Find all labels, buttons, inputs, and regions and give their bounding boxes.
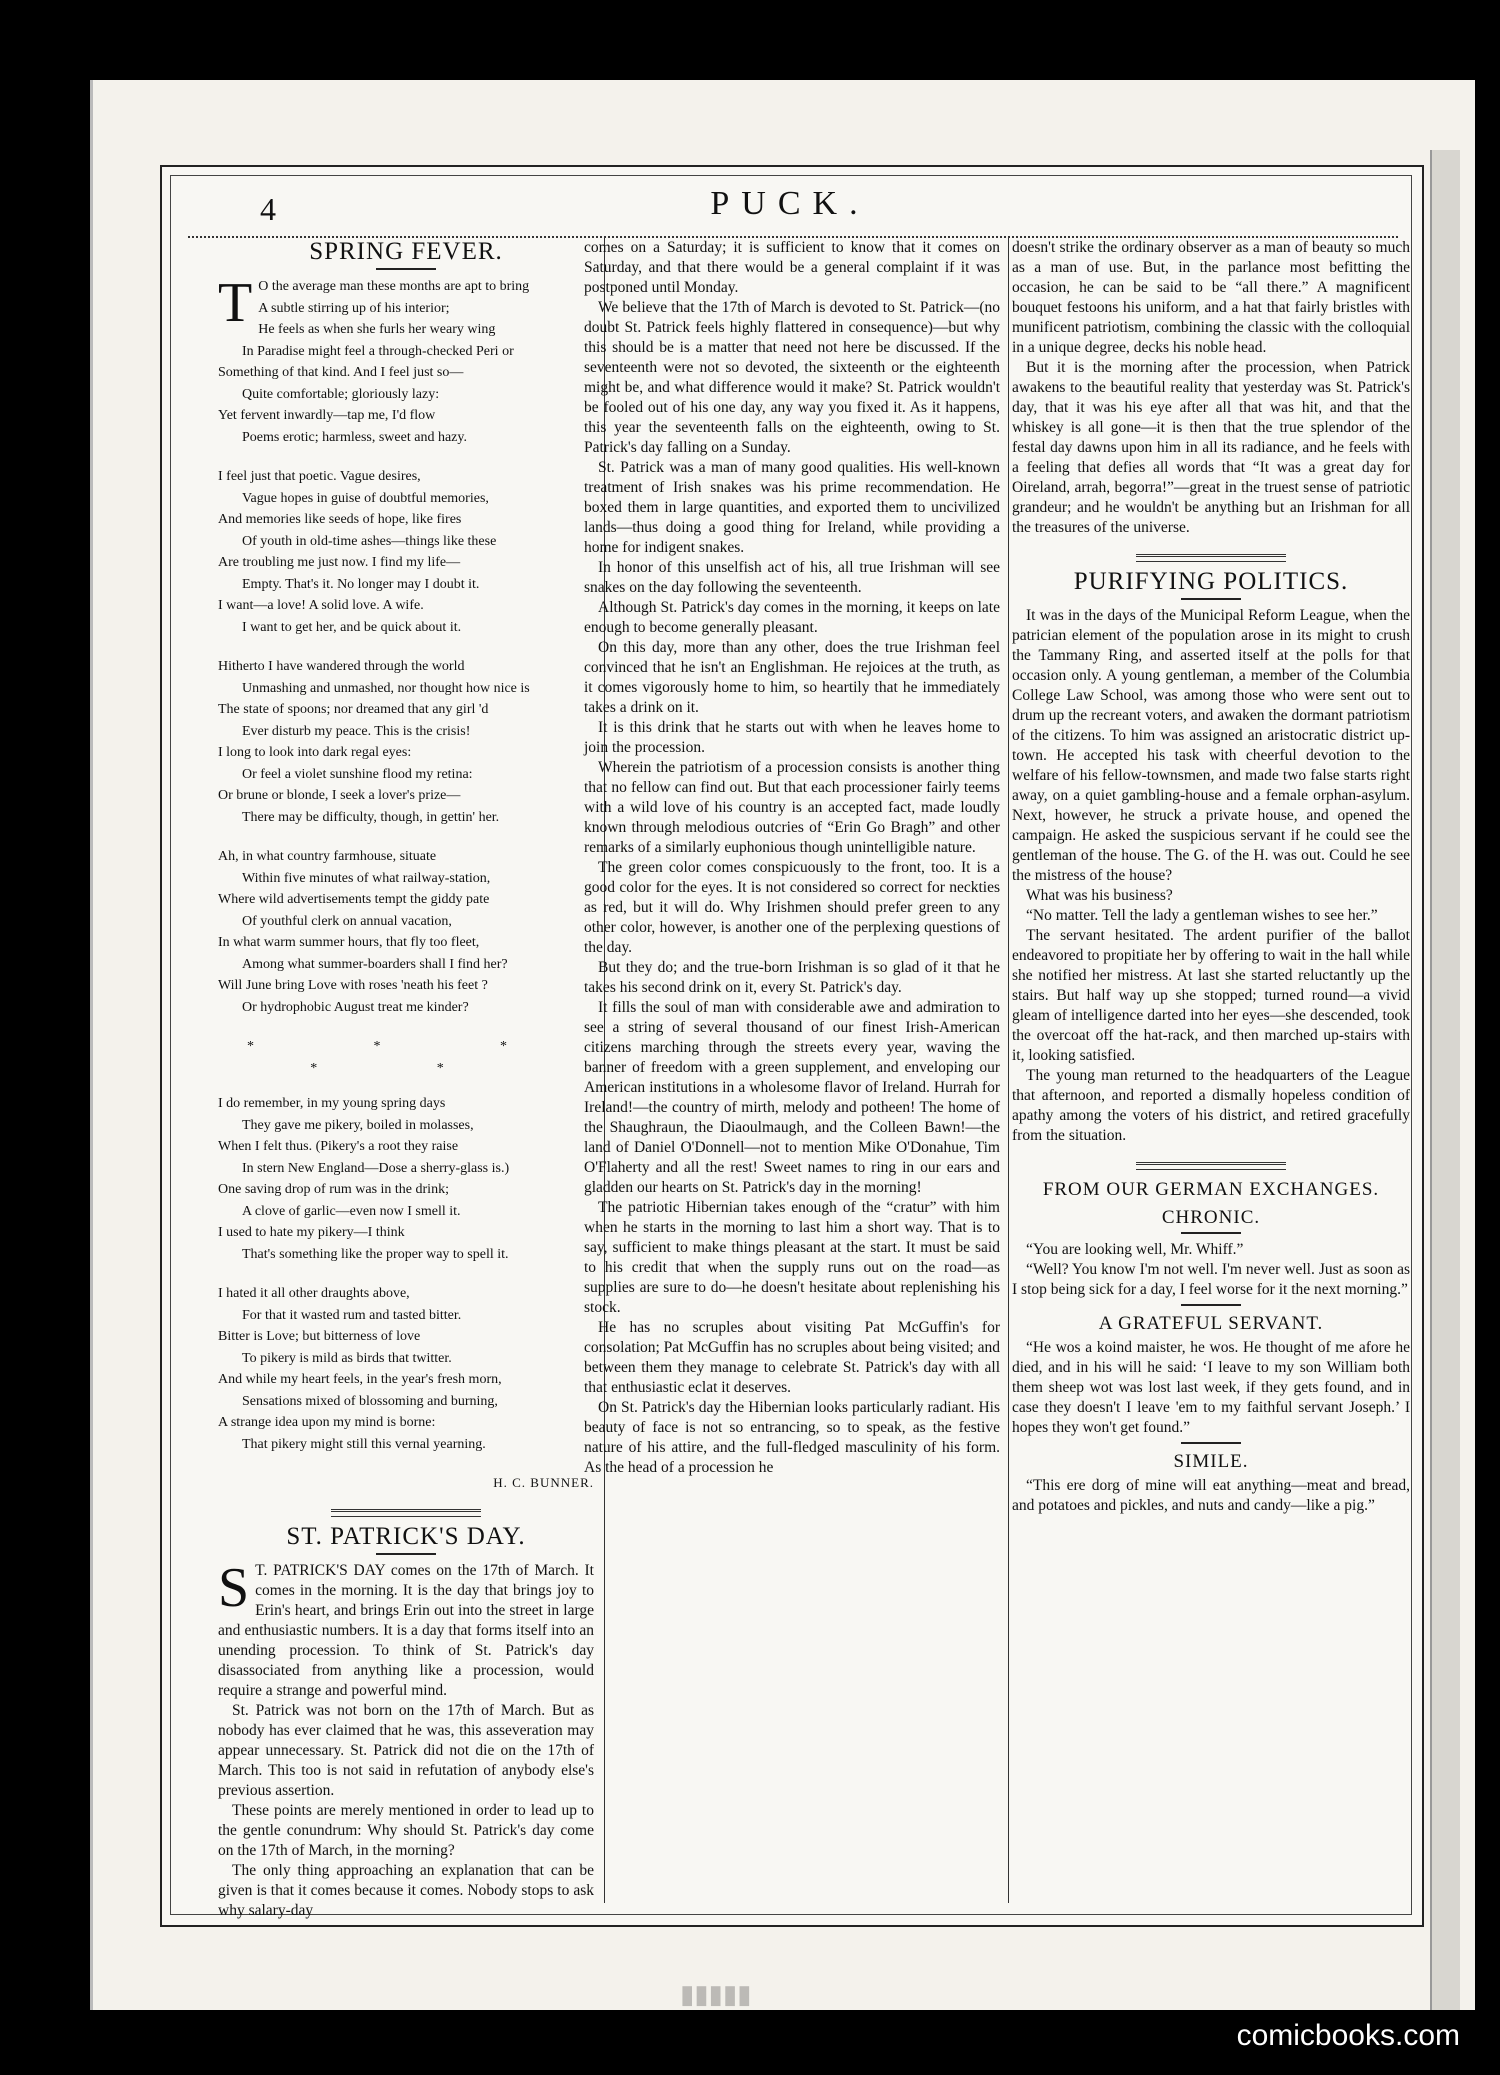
- poem-line: Or feel a violet sunshine flood my retina:: [242, 766, 473, 782]
- bleed-through-mark: ▮▮▮▮▮: [680, 1980, 752, 2009]
- paragraph: These points are merely mentioned in order to lead up to the gentle conundrum: Why should St. Patrick's day come on the 17th of March, in the morning?: [218, 1802, 594, 1859]
- exchange-item-title: A GRATEFUL SERVANT.: [1098, 1313, 1324, 1334]
- paragraph: Although St. Patrick's day comes in the morning, it keeps on late enough to become generally pleasant.: [584, 599, 1000, 636]
- poem-line: O the average man these months are apt to bring: [258, 279, 530, 294]
- poem-line: I want—a love! A solid love. A wife.: [218, 598, 424, 613]
- poem-line: And while my heart feels, in the year's fresh morn,: [218, 1372, 502, 1387]
- exchange-item-title: CHRONIC.: [1161, 1207, 1261, 1228]
- poem-line: A subtle stirring up of his interior;: [258, 300, 450, 316]
- paragraph: “He wos a koind maister, he wos. He thought of me afore he died, and in his will he said: ‘I leave to my son William both them sheep wot was lost last week, if they gets found, and in case they doesn't I leave 'em to my faithful servant Joseph.’ I hopes they won't get found.”: [1012, 1339, 1410, 1436]
- poem-line: Among what summer-boarders shall I find her?: [242, 956, 508, 972]
- poem-line: A clove of garlic—even now I smell it.: [242, 1203, 461, 1219]
- page-number: 4: [260, 191, 276, 227]
- paragraph: It is this drink that he starts out with when he leaves home to join the procession.: [584, 719, 1000, 756]
- poem-stanza: [218, 656, 594, 828]
- page-edge: [1430, 150, 1460, 2010]
- poem-line: I want to get her, and be quick about it.: [242, 619, 462, 635]
- german-exchanges-title: FROM OUR GERMAN EXCHANGES.: [1042, 1179, 1380, 1200]
- title-rule: [1181, 598, 1241, 600]
- poem-line: One saving drop of rum was in the drink;: [218, 1182, 449, 1197]
- poem-line: That pikery might still this vernal yearning.: [242, 1436, 486, 1452]
- paragraph: But they do; and the true-born Irishman is so glad of it that he takes his second drink on it, every St. Patrick's day.: [584, 959, 1000, 996]
- poem-line: A strange idea upon my mind is borne:: [218, 1415, 436, 1430]
- paragraph: comes on a Saturday; it is sufficient to know that it comes on Saturday, and that there would be a general complaint if it was postponed until Monday.: [584, 239, 1000, 296]
- poem-line: They gave me pikery, boiled in molasses,: [242, 1117, 474, 1133]
- poem-line: And memories like seeds of hope, like fires: [218, 512, 462, 527]
- paragraph: On St. Patrick's day the Hibernian looks particularly radiant. His beauty of face is not so entrancing, so to speak, as the festive nature of his attire, and the full-fledged masculinity of his form. As the head of a procession he: [584, 1399, 1000, 1476]
- poem-line: For that it wasted rum and tasted bitter.: [242, 1307, 462, 1323]
- paragraph: “No matter. Tell the lady a gentleman wishes to see her.”: [1026, 907, 1378, 924]
- poem-line: In Paradise might feel a through-checked Peri or: [242, 343, 514, 359]
- poem-line: Of youthful clerk on annual vacation,: [242, 913, 452, 929]
- paragraph: We believe that the 17th of March is devoted to St. Patrick—(no doubt St. Patrick feels highly flattered in consequence)—but why this should be is a matter that need not here be discussed. If the seventeenth were not so devoted, the sixteenth or the eighteenth might be, and what difference would it make? St. Patrick wouldn't be fooled out of his one day, any way you fixed it. As it happens, this year the seventeenth falls on the eighteenth, owing to St. Patrick's day falling on a Sunday.: [584, 299, 1000, 456]
- poem-line: Within five minutes of what railway-station,: [242, 870, 491, 886]
- poem-line: There may be difficulty, though, in gettin' her.: [242, 809, 500, 825]
- paragraph: On this day, more than any other, does the true Irishman feel convinced that he isn't an Englishman. He rejoices at the truth, as it comes vigorously home to him, so heartily that he immediately takes a drink on it.: [584, 639, 1000, 716]
- poem-stanza: [218, 1093, 594, 1265]
- poem-line: I long to look into dark regal eyes:: [218, 745, 412, 760]
- st-patricks-title: ST. PATRICK'S DAY.: [286, 1523, 526, 1550]
- masthead: [180, 185, 1400, 235]
- poem-line: Are troubling me just now. I find my life—: [218, 555, 461, 570]
- paragraph: It fills the soul of man with considerable awe and admiration to see a string of several thousand of our finest Irish-American citizens marching through the streets every year, waving the banner of freedom with a green supplement, and enveloping our American institutions in a wholesome flavor of Ireland. Hurrah for Ireland!—the country of mirth, melody and potheen! The home of the Shaughraun, the Diaoulmaugh, and the Colleen Bawn!—the land of Daniel O'Donnell—not to mention Mike O'Donahue, Tim O'Flaherty and all the rest! Sweet names to ring in our ears and gladden our hearts on St. Patrick's day in the morning!: [584, 999, 1000, 1196]
- poem-line: That's something like the proper way to spell it.: [242, 1246, 509, 1262]
- poem-line: Unmashing and unmashed, nor thought how nice is: [242, 680, 530, 696]
- column-rule-2: [1008, 238, 1009, 1903]
- poem-line: Quite comfortable; gloriously lazy:: [242, 386, 440, 402]
- paragraph: What was his business?: [1026, 887, 1173, 904]
- spring-fever-dropcap: T: [218, 272, 253, 334]
- paragraph: The only thing approaching an explanation that can be given is that it comes because it comes. Nobody stops to ask why salary-day: [218, 1862, 594, 1919]
- st-patricks-col3: [1012, 238, 1410, 538]
- poem-stanza: [218, 846, 594, 1018]
- column-1: [218, 232, 594, 1921]
- poem-line: Ah, in what country farmhouse, situate: [218, 849, 437, 864]
- section-divider: [1136, 554, 1286, 562]
- poem-line: He feels as when she furls her weary wing: [258, 322, 496, 337]
- poem-line: Or hydrophobic August treat me kinder?: [242, 999, 469, 1015]
- purifying-politics-title: PURIFYING POLITICS.: [1073, 568, 1349, 595]
- purifying-politics-body: [1012, 606, 1410, 1146]
- paragraph: The green color comes conspicuously to the front, too. It is a good color for the eyes. It is not considered so correct for neckties as red, but it will do. Why Irishmen should prefer green to any other color, however, is another one of the perplexing questions of the day.: [584, 859, 1000, 956]
- title-rule: [376, 1553, 436, 1555]
- poem-line: Vague hopes in guise of doubtful memories,: [242, 490, 489, 506]
- poem-line: To pikery is mild as birds that twitter.: [242, 1350, 452, 1366]
- section-divider: [1136, 1162, 1286, 1170]
- poem-line: Of youth in old-time ashes—things like these: [242, 533, 497, 549]
- poem-line: In what warm summer hours, that fly too fleet,: [218, 935, 480, 950]
- poem-stanza: [218, 272, 594, 448]
- paragraph: “This ere dorg of mine will eat anything—meat and bread, and potatoes and pickles, and nuts and candy—like a pig.”: [1012, 1477, 1410, 1514]
- item-rule: [1181, 1304, 1241, 1306]
- poem-line: In stern New England—Dose a sherry-glass is.): [242, 1160, 510, 1176]
- paragraph: Wherein the patriotism of a procession consists is another thing that no fellow can find out. But that each processioner fairly teems with a wild love of his country is an accepted fact, made loudly known through melodious outcries of “Erin Go Bragh” and other remarks of a similarly euphonious though unintelligible nature.: [584, 759, 1000, 856]
- paragraph: “Well? You know I'm not well. I'm never well. Just as soon as I stop being sick for a day, I feel worse for it the next morning.”: [1012, 1261, 1410, 1298]
- paragraph: doesn't strike the ordinary observer as a man of beauty so much as a man of use. But, in the parlance most befitting the occasion, he can be said to be “all there.” A magnificent bouquet festoons his uniform, and a hat that fairly bristles with munificent patriotism, combining the classic with the colloquial in a unique degree, decks his noble head.: [1012, 239, 1410, 356]
- poem-stanza: [218, 1283, 594, 1455]
- poem-line: I used to hate my pikery—I think: [218, 1225, 405, 1240]
- paragraph: But it is the morning after the procession, when Patrick awakens to the beautiful reality that yesterday was St. Patrick's day, that it was his eye after all that was hit, and that the whiskey is all gone—it is then that the true splendor of the festal day dawns upon him in all its radiance, and he feels with a feeling that defies all words that “It was a great day for Oireland, arrah, begorra!”—great in the truest sense of patriotic grandeur; and he wouldn't be anything but an Irishman for all the treasures of the universe.: [1012, 359, 1410, 536]
- poem-line: Poems erotic; harmless, sweet and hazy.: [242, 429, 467, 445]
- poem-line: I do remember, in my young spring days: [218, 1096, 446, 1111]
- title-rule: [376, 268, 436, 270]
- poem-line: Where wild advertisements tempt the giddy pate: [218, 892, 490, 907]
- paragraph: The young man returned to the headquarters of the League that afternoon, and reported a dismally hopeless condition of apathy among the voters of his district, and retired gracefully from the situation.: [1012, 1067, 1410, 1144]
- poem-line: I hated it all other draughts above,: [218, 1286, 410, 1301]
- paragraph: T. PATRICK'S DAY comes on the 17th of March. It comes in the morning. It is the day that brings joy to Erin's heart, and brings Erin out into the street in large and enthusiastic numbers. It is a day that forms itself into an unending procession. To think of St. Patrick's day disassociated from anything like a procession, would require a strange and powerful mind.: [218, 1562, 594, 1699]
- st-patricks-dropcap: S: [218, 1557, 250, 1619]
- item-rule: [1181, 1232, 1241, 1234]
- poem-line: Yet fervent inwardly—tap me, I'd flow: [218, 408, 436, 423]
- section-divider: [331, 1509, 481, 1517]
- german-exchanges-body: [1012, 1208, 1410, 1516]
- paragraph: He has no scruples about visiting Pat McGuffin's for consolation; Pat McGuffin has no scruples about being visited; and between them they manage to celebrate St. Patrick's day with all that enthusiastic eclat it deserves.: [584, 1319, 1000, 1396]
- st-patricks-col1: [218, 1557, 594, 1921]
- poem-line: Sensations mixed of blossoming and burning,: [242, 1393, 498, 1409]
- poem-line: I feel just that poetic. Vague desires,: [218, 469, 421, 484]
- exchange-item-title: SIMILE.: [1173, 1451, 1249, 1472]
- paragraph: “You are looking well, Mr. Whiff.”: [1026, 1241, 1244, 1258]
- spring-fever-poem: [218, 272, 594, 1455]
- poem-line: When I felt thus. (Pikery's a root they raise: [218, 1139, 459, 1154]
- spring-fever-title: SPRING FEVER.: [309, 238, 503, 265]
- poem-line: The state of spoons; nor dreamed that any girl 'd: [218, 702, 489, 717]
- item-rule: [1181, 1442, 1241, 1444]
- poem-line: Something of that kind. And I feel just so—: [218, 365, 464, 380]
- column-3: [1012, 238, 1410, 1516]
- paragraph: The servant hesitated. The ardent purifier of the ballot endeavored to propitiate her by offering to wait in the hall while she notified her mistress. At last she started reluctantly up the stairs. But half way up she stopped; turned round—a vivid gleam of intelligence darted into her eyes—she descended, took the overcoat off the hat-rack, and then marched up-stairs with it, looking satisfied.: [1012, 927, 1410, 1064]
- poem-stanza: [218, 466, 594, 638]
- paragraph: St. Patrick was a man of many good qualities. His well-known treatment of Irish snakes was his prime recommendation. He boxed them in large quantities, and exported them to uncivilized lands—thus doing a good thing for Ireland, while providing a home for indigent snakes.: [584, 459, 1000, 556]
- poem-line: Ever disturb my peace. This is the crisis!: [242, 723, 471, 739]
- poem-line: Will June bring Love with roses 'neath his feet ?: [218, 978, 488, 993]
- paragraph: It was in the days of the Municipal Reform League, when the patrician element of the population arose in its might to crush the Tammany Ring, and asserted itself at the polls for that occasion only. A young gentleman, a member of the Columbia College Law School, was among those who were sent out to drum up the recreant voters, and awaken the dormant patriotism of the citizens. To him was assigned an aristocratic district up-town. He accepted his task with cheerful devotion to the welfare of his fellow-townsmen, and made two false starts right away, on a quiet gambling-house and a female orphan-asylum. Next, however, he struck a private house, and opened the campaign. He asked the suspicious servant if he could see the gentleman of the house. The G. of the H. was out. Could he see the mistress of the house?: [1012, 607, 1410, 884]
- poem-signature: H. C. BUNNER.: [493, 1475, 594, 1490]
- column-2: [584, 238, 1000, 1478]
- paragraph: St. Patrick was not born on the 17th of March. But as nobody has ever claimed that he was, this asseveration may appear unnecessary. St. Patrick did not die on the 17th of March. This too is not said in refutation of anybody else's previous assertion.: [218, 1702, 594, 1799]
- poem-stars: * * * * *: [247, 1039, 565, 1076]
- watermark: comicbooks.com: [1236, 2019, 1460, 2052]
- paragraph: The patriotic Hibernian takes enough of the “cratur” with him when he starts in the morning to last him a short way. That is to say, sufficient to make things pleasant at the start. It must be said to his credit that when the supply runs out on the road—as supplies are sure to do—he doesn't hesitate about replenishing his stock.: [584, 1199, 1000, 1316]
- poem-line: Bitter is Love; but bitterness of love: [218, 1329, 421, 1344]
- paragraph: In honor of this unselfish act of his, all true Irishman will see snakes on the day following the seventeenth.: [584, 559, 1000, 596]
- st-patricks-col2: [584, 238, 1000, 1478]
- poem-line: Or brune or blonde, I seek a lover's prize—: [218, 788, 461, 803]
- poem-line: Hitherto I have wandered through the world: [218, 659, 465, 674]
- magazine-title: PUCK.: [710, 185, 870, 222]
- poem-line: Empty. That's it. No longer may I doubt it.: [242, 576, 480, 592]
